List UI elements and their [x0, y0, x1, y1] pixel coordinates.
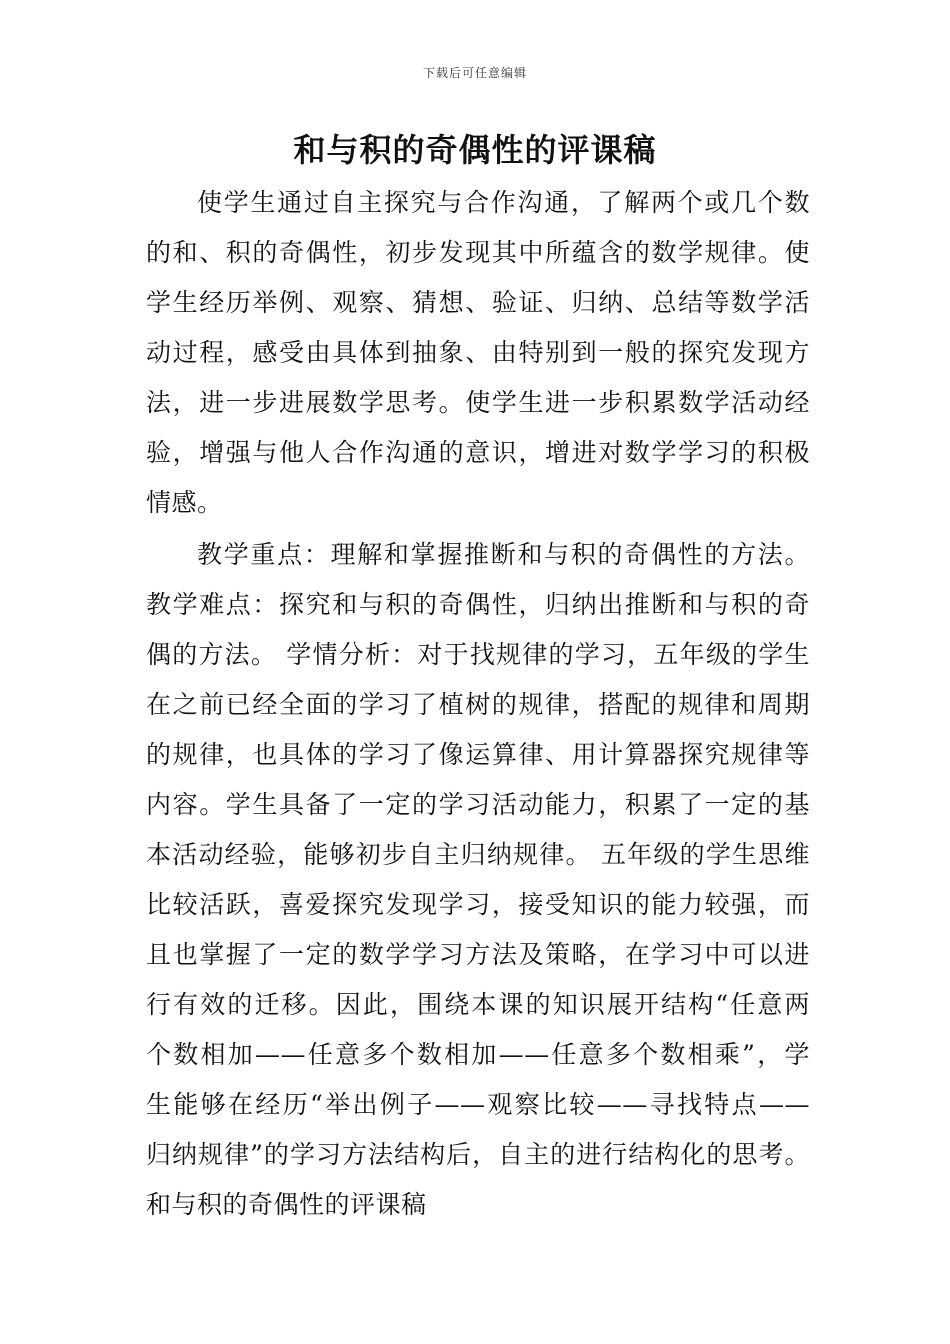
paragraph-line: 验，增强与他人合作沟通的意识，增进对数学学习的积极 — [146, 438, 810, 467]
paragraph-line: 个数相加——任意多个数相加——任意多个数相乘”，学 — [146, 1040, 810, 1069]
paragraph-objectives — [146, 178, 810, 528]
paragraph-line: 偶的方法。 学情分析：对于找规律的学习，五年级的学生 — [146, 640, 810, 669]
paragraph-line: 生能够在经历“举出例子——观察比较——寻找特点—— — [146, 1090, 810, 1119]
paragraph-line: 使学生通过自主探究与合作沟通，了解两个或几个数 — [197, 188, 810, 217]
paragraph-line: 情感。 — [146, 488, 223, 517]
paragraph-line: 的和、积的奇偶性，初步发现其中所蕴含的数学规律。使 — [146, 238, 810, 267]
paragraph-line: 动过程，感受由具体到抽象、由特别到一般的探究发现方 — [146, 338, 810, 367]
paragraph-line: 归纳规律”的学习方法结构后，自主的进行结构化的思考。 — [146, 1140, 810, 1169]
header-note: 下载后可任意编辑 — [422, 66, 527, 80]
paragraph-line: 且也掌握了一定的数学学习方法及策略，在学习中可以进 — [146, 940, 810, 969]
document-body — [146, 178, 810, 1230]
paragraph-line: 比较活跃，喜爱探究发现学习，接受知识的能力较强，而 — [146, 890, 810, 919]
paragraph-line: 的规律，也具体的学习了像运算律、用计算器探究规律等 — [146, 740, 810, 769]
paragraph-line: 和与积的奇偶性的评课稿 — [146, 1190, 427, 1219]
paragraph-line: 法，进一步进展数学思考。使学生进一步积累数学活动经 — [146, 388, 810, 417]
paragraph-line: 教学难点：探究和与积的奇偶性，归纳出推断和与积的奇 — [146, 590, 810, 619]
paragraph-line: 在之前已经全面的学习了植树的规律，搭配的规律和周期 — [146, 690, 810, 719]
paragraph-line: 教学重点：理解和掌握推断和与积的奇偶性的方法。 — [197, 540, 810, 569]
document-title: 和与积的奇偶性的评课稿 — [293, 131, 657, 169]
paragraph-line: 行有效的迁移。因此，围绕本课的知识展开结构“任意两 — [146, 990, 810, 1019]
paragraph-line: 内容。学生具备了一定的学习活动能力，积累了一定的基 — [146, 790, 810, 819]
paragraph-analysis — [146, 530, 810, 1230]
paragraph-line: 学生经历举例、观察、猜想、验证、归纳、总结等数学活 — [146, 288, 810, 317]
paragraph-line: 本活动经验，能够初步自主归纳规律。 五年级的学生思维 — [146, 840, 810, 869]
